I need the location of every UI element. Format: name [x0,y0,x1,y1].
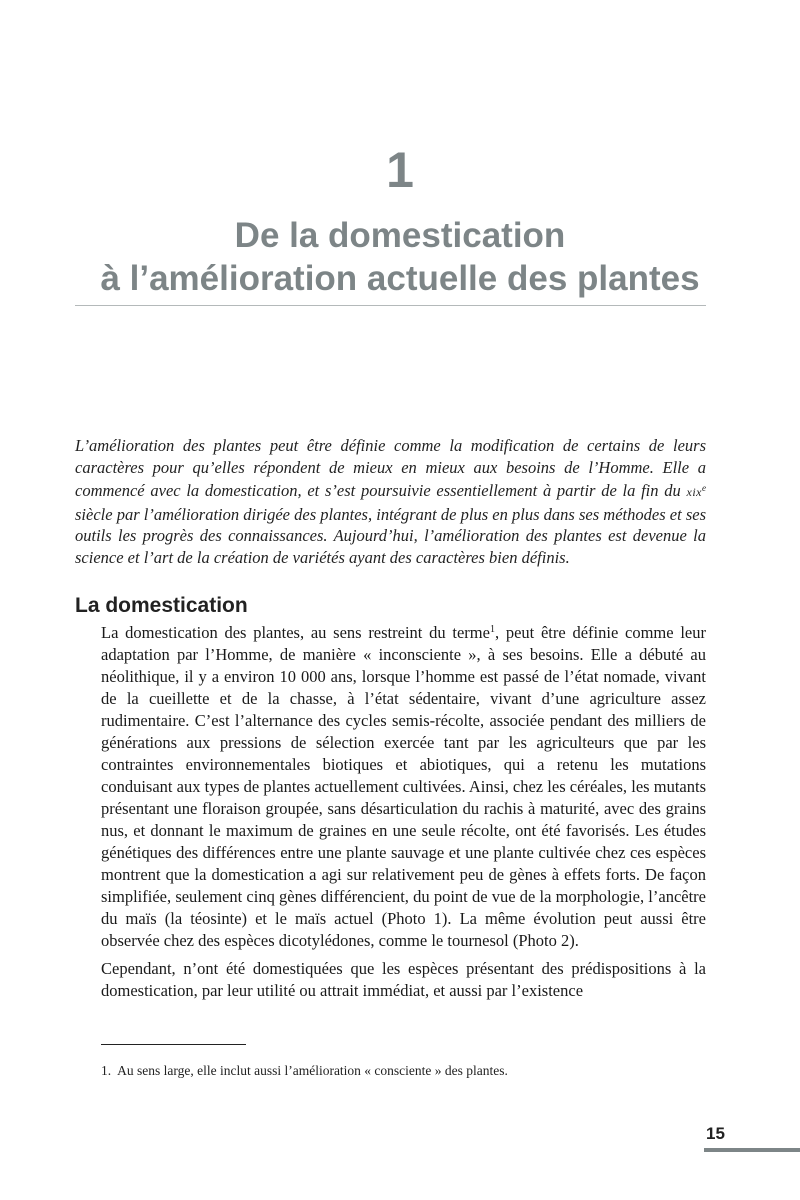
abstract-text-2: siècle par l’amélioration dirigée des plantes, intégrant de plus en plus dans ses méthodes et ses outils les progrès des connaissances. Aujourd’hui, l’amélioration des plantes est devenue la science et l’art de la création de variétés ayant des caractères bien définis. [75,504,706,567]
footnote-reference[interactable]: 1 [489,624,495,635]
paragraph-text: , peut être définie comme leur adaptation par l’Homme, de manière « inconsciente », à ses besoins. Elle a débuté au néolithique, il y a environ 10 000 ans, lorsque l’homme est passé de l’état nomade, vivant de la cueillette et de la chasse, à l’état sédentaire, vivant d’une agriculture assez rudimentaire. C’est l’alternance des cycles semis-récolte, associée pendant des milliers de générations aux pressions de sélection exercée tant par les agriculteurs que par les contraintes environnementales biotiques et abiotiques, qui a retenu les mutations conduisant aux types de plantes actuellement cultivées. Ainsi, chez les céréales, les mutants présentant une floraison groupée, sans désarticulation du rachis à maturité, avec des grains nus, et donnant le maximum de graines en une seule récolte, ont été favorisés. Les études génétiques des différences entre une plante sauvage et une plante cultivée chez ces espèces montrent que la domestication a agi sur relativement peu de gènes à effets forts. De façon simplifiée, seulement cinq gènes différencient, du point de vue de la morphologie, l’ancêtre du maïs (la téosinte) et le maïs actuel (Photo 1). La même évolution peut aussi être observée chez des espèces dicotylédones, comme le tournesol (Photo 2). [101,623,706,950]
chapter-title [0,214,800,300]
page-number-bar [704,1148,800,1152]
chapter-abstract [75,435,706,568]
chapter-number: 1 [386,142,414,198]
abstract-text-1: L’amélioration des plantes peut être définie comme la modification de certains de leurs caractères pour qu’elles répondent de mieux en mieux aux besoins de l’Homme. Elle a commencé avec la domestication, et s’est poursuivie essentiellement à partir de la fin du [75,436,706,500]
title-divider [75,305,706,306]
paragraph: Cependant, n’ont été domestiquées que les espèces présentant des prédispositions à la domestication, par leur utilité ou attrait immédiat, et aussi par l’existence [101,959,706,1000]
chapter-title-line-2: à l’amélioration actuelle des plantes [100,259,700,298]
footnote [101,1062,706,1080]
century-superscript: e [702,483,706,493]
footnote-divider [101,1044,246,1045]
page-number: 15 [706,1124,725,1143]
paragraph [101,622,706,952]
body-text [101,622,706,1002]
chapter-title-line-1: De la domestication [234,216,566,255]
footnote-number: 1. [101,1063,112,1078]
paragraph-text: La domestication des plantes, au sens restreint du terme [101,623,490,642]
century-numeral: xix [686,485,702,499]
section-heading: La domestication [75,594,248,617]
footnote-text: Au sens large, elle inclut aussi l’amélioration « consciente » des plantes. [117,1063,508,1078]
